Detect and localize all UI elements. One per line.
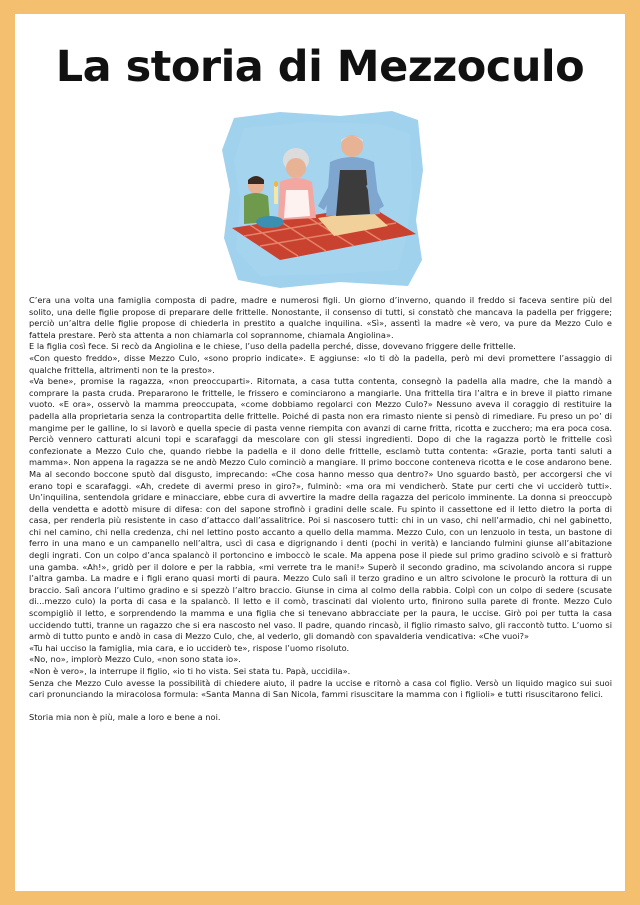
story-paragraph: «Va bene», promise la ragazza, «non preoccuparti». Ritornata, a casa tutta contenta, consegnò la padella alla madre, che la mandò a comprare la pasta cruda. Prepararono le frittelle, le frissero e cominciarono a mangiarle. Una frittella tira l’altra e in breve il piatto rimane vuoto. «E ora», osservò la mamma preoccupata, «come dobbiamo regolarci con Mezzo Culo?» Nessuno aveva il coraggio di restituire la padella alla proprietaria senza la contropartita delle frittelle. Poiché di pasta non era rimasto niente si pensò di rimediare. Fu preso un po’ di mangime per le galline, lo si lavorò e quella specie di pasta venne riempita con avanzi di carne fritta, ricotta e zucchero; ma era poca cosa. Perciò vennero catturati alcuni topi e scarafaggi da mescolare con gli stessi ingredienti. Dopo di che la ragazza portò le frittelle così confezionate a Mezzo Culo che, quando riebbe la padella e il dono delle frittelle, esclamò tutta contenta: «Grazie, porta tanti saluti a mamma». Non appena la ragazza se ne andò Mezzo Culo cominciò a mangiare. Il primo boccone conteneva ricotta e le cose andarono bene. Ma al secondo boccone sputò dal disgusto, imprecando: «Che cosa hanno messo qua dentro?» Uno sguardo bastò, per accorgersi che vi erano topi e scarafaggi. «Ah, credete di avermi preso in giro?», fulminò: «ma ora mi vendicherò. State pur certi che vi ucciderò tutti». Un’inquilina, sentendola gridare e minacciare, ebbe cura di avvertire la madre della ragazza del pericolo imminente. La donna si preoccupò della vendetta e adottò misure di difesa: con del sapone strofinò i gradini delle scale. Fu spinto il cassettone ed il letto dietro la porta di casa, per renderla più resistente in caso d’attacco dall’assalitrice. Poi si nascosero tutti: chi in un vaso, chi nell’armadio, chi nel gabinetto, chi nel camino, chi nella credenza, chi nel lettino posto accanto a quello della mamma. Mezzo Culo, con un lenzuolo in testa, un bastone di ferro in una mano e un campanello nell’altra, uscì di casa e digrignando i denti (pochi in verità) e lanciando fulmini giunse all’abitazione degli ingrati. Con un colpo d’anca spalancò il portoncino e imboccò le scale. Ma appena pose il piede sul primo gradino scivolò e si fratturò una gamba. «Ah!», gridò per il dolore e per la rabbia, «mi verrete tra le mani!» Superò il secondo gradino, ma scivolando ancora si ruppe l’altra gamba. La madre e i figli erano quasi morti di paura. Mezzo Culo salì il terzo gradino e un altro scivolone le procurò la rottura di un braccio. Salì ancora l’ultimo gradino e si spezzò l’altro braccio. Giunse in cima al colmo della rabbia. Colpì con un colpo di sedere (scusate di...mezzo culo) la porta di casa e la spalancò. Il letto e il comò, trascinati dal violento urto, finirono sulla parete di fronte. Mezzo Culo scompigliò il letto, e sorprendendo la mamma e una figlia che si tenevano abbracciate per la paura, le uccise. Girò poi per tutta la casa uccidendo tutti, tranne un ragazzo che si era nascosto nel vaso. Il padre, quando rincasò, il figlio rimasto salvo, gli raccontò tutto. L’uomo si armò di tutto punto e andò in casa di Mezzo Culo, che, al vederlo, gli domandò con spavalderia vendicativa: «Che vuoi?» [29,376,612,642]
story-paragraph: C’era una volta una famiglia composta di padre, madre e numerosi figli. Un giorno d’inverno, quando il freddo si faceva sentire più del solito, una delle figlie propose di preparare delle frittelle. Nonostante, il consenso di tutti, si constatò che mancava la padella per friggere; perciò un’altra delle figlie propose di chiederla in prestito a qualche inquilina. «Sì», assentì la madre «è vero, va pure da Mezzo Culo e fattela prestare. Però sta attenta a non chiamarla col soprannome, chiamala Angiolina». [29,295,612,340]
story-closing: Storia mia non è più, male a loro e bene a noi. [29,712,221,723]
story-paragraph: «Tu hai ucciso la famiglia, mia cara, e io ucciderò te», rispose l’uomo risoluto. [29,642,350,653]
page-sheet [15,14,625,891]
family-cooking-illustration [220,110,425,290]
page-title: La storia di Mezzoculo [55,42,585,92]
story-paragraph: «Con questo freddo», disse Mezzo Culo, «sono proprio indicate». E aggiunse: «Io ti dò la padella, però mi devi promettere l’assaggio di qualche frittella, altrimenti non te la presto». [29,352,612,375]
story-paragraph: Senza che Mezzo Culo avesse la possibilità di chiedere aiuto, il padre la uccise e ritornò a casa col figlio. Versò un liquido magico sui suoi cari pronunciando la miracolosa formula: «Santa Manna di San Nicola, fammi risuscitare la mamma con i figlioli» e tutti risuscitarono felici. [29,677,612,700]
story-paragraph: E la figlia così fece. Si recò da Angiolina e le chiese, l’uso della padella perché, disse, dovevano friggere delle frittelle. [29,341,516,352]
story-paragraph: «No, no», implorò Mezzo Culo, «non sono stata io». [29,654,241,665]
story-text [29,295,612,724]
story-paragraph: «Non è vero», la interrupe il figlio, «io ti ho vista. Sei stata tu. Papà, uccidila». [29,666,351,676]
